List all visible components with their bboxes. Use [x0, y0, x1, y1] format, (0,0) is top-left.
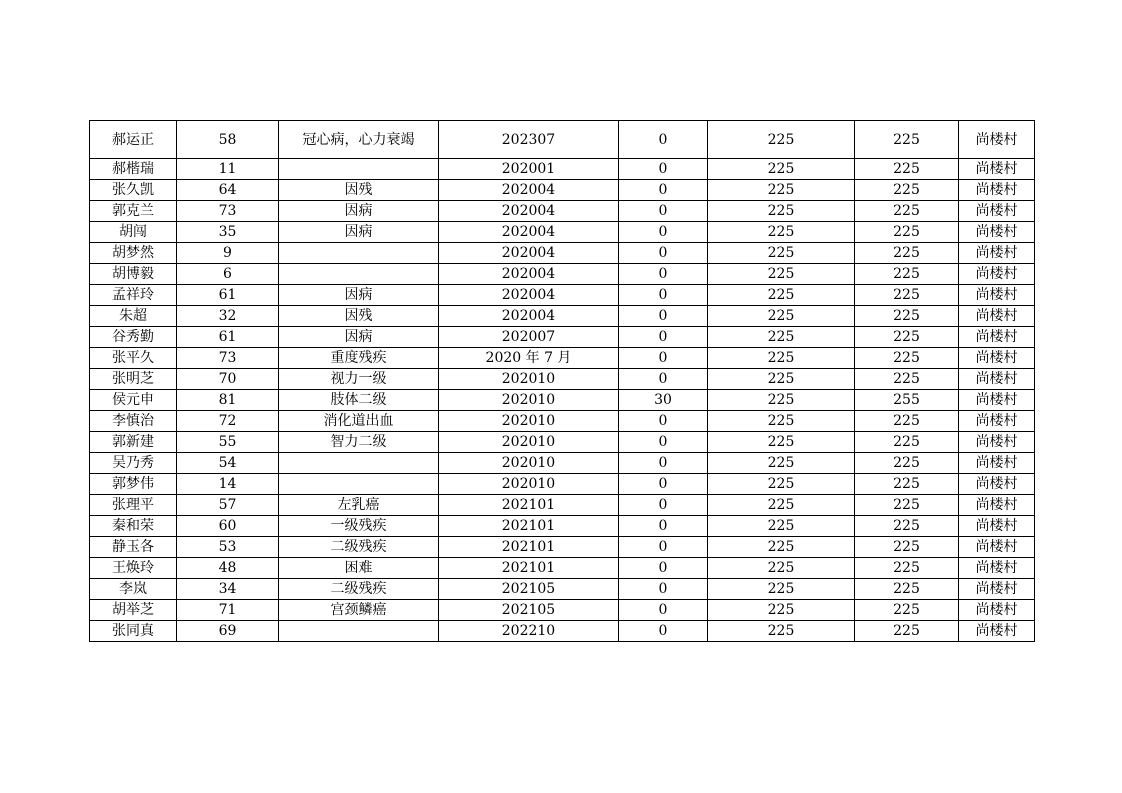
date-cell: 202210	[439, 621, 619, 642]
age-cell: 81	[177, 390, 279, 411]
name-cell: 秦和荣	[90, 516, 177, 537]
amount-a-cell: 0	[619, 348, 708, 369]
date-cell: 202101	[439, 516, 619, 537]
total-cell: 225	[855, 285, 959, 306]
reason-cell: 因病	[279, 285, 439, 306]
reason-cell: 一级残疾	[279, 516, 439, 537]
amount-a-cell: 0	[619, 516, 708, 537]
village-cell: 尚楼村	[959, 621, 1035, 642]
amount-a-cell: 0	[619, 432, 708, 453]
reason-cell: 二级残疾	[279, 579, 439, 600]
table-row	[90, 264, 1035, 285]
amount-a-cell: 0	[619, 558, 708, 579]
amount-a-cell: 0	[619, 369, 708, 390]
table-row	[90, 621, 1035, 642]
age-cell: 57	[177, 495, 279, 516]
village-cell: 尚楼村	[959, 537, 1035, 558]
total-cell: 225	[855, 306, 959, 327]
table-row	[90, 243, 1035, 264]
total-cell: 225	[855, 621, 959, 642]
name-cell: 李岚	[90, 579, 177, 600]
table-row	[90, 159, 1035, 180]
total-cell: 225	[855, 579, 959, 600]
name-cell: 张同真	[90, 621, 177, 642]
age-cell: 60	[177, 516, 279, 537]
amount-b-cell: 225	[708, 516, 855, 537]
table-row	[90, 411, 1035, 432]
reason-cell: 因病	[279, 201, 439, 222]
village-cell: 尚楼村	[959, 369, 1035, 390]
age-cell: 54	[177, 453, 279, 474]
total-cell: 225	[855, 222, 959, 243]
amount-a-cell: 0	[619, 537, 708, 558]
reason-cell	[279, 621, 439, 642]
reason-cell: 消化道出血	[279, 411, 439, 432]
amount-b-cell: 225	[708, 222, 855, 243]
name-cell: 郭克兰	[90, 201, 177, 222]
village-cell: 尚楼村	[959, 243, 1035, 264]
date-cell: 202004	[439, 285, 619, 306]
date-cell: 202010	[439, 474, 619, 495]
date-cell: 202307	[439, 121, 619, 159]
name-cell: 王焕玲	[90, 558, 177, 579]
village-cell: 尚楼村	[959, 390, 1035, 411]
total-cell: 225	[855, 474, 959, 495]
age-cell: 11	[177, 159, 279, 180]
reason-cell	[279, 159, 439, 180]
amount-b-cell: 225	[708, 306, 855, 327]
date-cell: 202001	[439, 159, 619, 180]
date-cell: 2020 年 7 月	[439, 348, 619, 369]
date-cell: 202004	[439, 306, 619, 327]
reason-cell: 智力二级	[279, 432, 439, 453]
village-cell: 尚楼村	[959, 453, 1035, 474]
total-cell: 225	[855, 201, 959, 222]
date-cell: 202010	[439, 369, 619, 390]
name-cell: 张久凯	[90, 180, 177, 201]
amount-b-cell: 225	[708, 327, 855, 348]
table-row	[90, 390, 1035, 411]
name-cell: 张理平	[90, 495, 177, 516]
date-cell: 202007	[439, 327, 619, 348]
amount-a-cell: 0	[619, 453, 708, 474]
name-cell: 李慎治	[90, 411, 177, 432]
amount-b-cell: 225	[708, 285, 855, 306]
age-cell: 34	[177, 579, 279, 600]
date-cell: 202105	[439, 600, 619, 621]
name-cell: 孟祥玲	[90, 285, 177, 306]
name-cell: 张平久	[90, 348, 177, 369]
reason-cell	[279, 474, 439, 495]
date-cell: 202101	[439, 558, 619, 579]
amount-a-cell: 0	[619, 159, 708, 180]
village-cell: 尚楼村	[959, 285, 1035, 306]
reason-cell: 肢体二级	[279, 390, 439, 411]
date-cell: 202101	[439, 495, 619, 516]
amount-a-cell: 0	[619, 327, 708, 348]
total-cell: 225	[855, 537, 959, 558]
village-cell: 尚楼村	[959, 558, 1035, 579]
village-cell: 尚楼村	[959, 201, 1035, 222]
table-row	[90, 369, 1035, 390]
reason-cell: 二级残疾	[279, 537, 439, 558]
amount-b-cell: 225	[708, 180, 855, 201]
amount-b-cell: 225	[708, 495, 855, 516]
name-cell: 张明芝	[90, 369, 177, 390]
village-cell: 尚楼村	[959, 348, 1035, 369]
total-cell: 225	[855, 369, 959, 390]
date-cell: 202004	[439, 180, 619, 201]
reason-cell: 因残	[279, 306, 439, 327]
name-cell: 胡闯	[90, 222, 177, 243]
village-cell: 尚楼村	[959, 411, 1035, 432]
total-cell: 225	[855, 558, 959, 579]
table-row	[90, 327, 1035, 348]
name-cell: 侯元申	[90, 390, 177, 411]
village-cell: 尚楼村	[959, 264, 1035, 285]
age-cell: 69	[177, 621, 279, 642]
name-cell: 朱超	[90, 306, 177, 327]
age-cell: 48	[177, 558, 279, 579]
table-row	[90, 579, 1035, 600]
table-row	[90, 537, 1035, 558]
total-cell: 225	[855, 348, 959, 369]
reason-cell: 重度残疾	[279, 348, 439, 369]
table-row	[90, 600, 1035, 621]
name-cell: 郝运正	[90, 121, 177, 159]
village-cell: 尚楼村	[959, 516, 1035, 537]
table-row	[90, 222, 1035, 243]
village-cell: 尚楼村	[959, 579, 1035, 600]
reason-cell: 视力一级	[279, 369, 439, 390]
table-row	[90, 285, 1035, 306]
name-cell: 郝楷瑞	[90, 159, 177, 180]
name-cell: 郭梦伟	[90, 474, 177, 495]
table-row	[90, 201, 1035, 222]
name-cell: 静玉各	[90, 537, 177, 558]
table-row	[90, 474, 1035, 495]
date-cell: 202105	[439, 579, 619, 600]
name-cell: 胡梦然	[90, 243, 177, 264]
table-row	[90, 306, 1035, 327]
amount-a-cell: 30	[619, 390, 708, 411]
total-cell: 225	[855, 180, 959, 201]
amount-b-cell: 225	[708, 432, 855, 453]
village-cell: 尚楼村	[959, 600, 1035, 621]
total-cell: 225	[855, 432, 959, 453]
table-row	[90, 432, 1035, 453]
name-cell: 胡博毅	[90, 264, 177, 285]
amount-b-cell: 225	[708, 201, 855, 222]
age-cell: 58	[177, 121, 279, 159]
village-cell: 尚楼村	[959, 180, 1035, 201]
date-cell: 202010	[439, 453, 619, 474]
total-cell: 225	[855, 516, 959, 537]
village-cell: 尚楼村	[959, 495, 1035, 516]
amount-a-cell: 0	[619, 180, 708, 201]
reason-cell: 困难	[279, 558, 439, 579]
date-cell: 202004	[439, 264, 619, 285]
reason-cell: 宫颈鳞癌	[279, 600, 439, 621]
amount-a-cell: 0	[619, 201, 708, 222]
date-cell: 202004	[439, 243, 619, 264]
name-cell: 郭新建	[90, 432, 177, 453]
total-cell: 225	[855, 411, 959, 432]
village-cell: 尚楼村	[959, 306, 1035, 327]
total-cell: 225	[855, 159, 959, 180]
reason-cell: 因病	[279, 327, 439, 348]
table-body	[90, 121, 1035, 642]
village-cell: 尚楼村	[959, 121, 1035, 159]
amount-b-cell: 225	[708, 474, 855, 495]
amount-b-cell: 225	[708, 537, 855, 558]
village-cell: 尚楼村	[959, 432, 1035, 453]
table-row	[90, 180, 1035, 201]
age-cell: 6	[177, 264, 279, 285]
village-cell: 尚楼村	[959, 327, 1035, 348]
amount-a-cell: 0	[619, 243, 708, 264]
table-row	[90, 453, 1035, 474]
beneficiary-table	[89, 120, 1035, 642]
amount-b-cell: 225	[708, 264, 855, 285]
amount-a-cell: 0	[619, 621, 708, 642]
date-cell: 202010	[439, 411, 619, 432]
amount-b-cell: 225	[708, 411, 855, 432]
table-row	[90, 516, 1035, 537]
total-cell: 225	[855, 600, 959, 621]
amount-a-cell: 0	[619, 411, 708, 432]
total-cell: 255	[855, 390, 959, 411]
amount-b-cell: 225	[708, 390, 855, 411]
age-cell: 64	[177, 180, 279, 201]
amount-a-cell: 0	[619, 285, 708, 306]
reason-cell: 因残	[279, 180, 439, 201]
amount-a-cell: 0	[619, 264, 708, 285]
total-cell: 225	[855, 495, 959, 516]
total-cell: 225	[855, 121, 959, 159]
age-cell: 55	[177, 432, 279, 453]
village-cell: 尚楼村	[959, 159, 1035, 180]
date-cell: 202010	[439, 432, 619, 453]
age-cell: 32	[177, 306, 279, 327]
name-cell: 谷秀勤	[90, 327, 177, 348]
age-cell: 72	[177, 411, 279, 432]
amount-a-cell: 0	[619, 222, 708, 243]
age-cell: 70	[177, 369, 279, 390]
age-cell: 9	[177, 243, 279, 264]
age-cell: 73	[177, 201, 279, 222]
age-cell: 61	[177, 285, 279, 306]
date-cell: 202010	[439, 390, 619, 411]
village-cell: 尚楼村	[959, 474, 1035, 495]
total-cell: 225	[855, 453, 959, 474]
village-cell: 尚楼村	[959, 222, 1035, 243]
date-cell: 202004	[439, 201, 619, 222]
total-cell: 225	[855, 264, 959, 285]
amount-b-cell: 225	[708, 348, 855, 369]
reason-cell	[279, 243, 439, 264]
age-cell: 53	[177, 537, 279, 558]
reason-cell: 因病	[279, 222, 439, 243]
table-row	[90, 121, 1035, 159]
total-cell: 225	[855, 243, 959, 264]
amount-b-cell: 225	[708, 453, 855, 474]
age-cell: 35	[177, 222, 279, 243]
age-cell: 73	[177, 348, 279, 369]
amount-a-cell: 0	[619, 121, 708, 159]
amount-b-cell: 225	[708, 579, 855, 600]
table-row	[90, 348, 1035, 369]
amount-a-cell: 0	[619, 474, 708, 495]
table-row	[90, 558, 1035, 579]
table-row	[90, 495, 1035, 516]
amount-b-cell: 225	[708, 621, 855, 642]
amount-a-cell: 0	[619, 495, 708, 516]
name-cell: 吴乃秀	[90, 453, 177, 474]
age-cell: 61	[177, 327, 279, 348]
reason-cell: 冠心病，心力衰竭	[279, 121, 439, 159]
reason-cell	[279, 264, 439, 285]
amount-b-cell: 225	[708, 159, 855, 180]
total-cell: 225	[855, 327, 959, 348]
amount-b-cell: 225	[708, 369, 855, 390]
amount-a-cell: 0	[619, 600, 708, 621]
amount-b-cell: 225	[708, 243, 855, 264]
date-cell: 202004	[439, 222, 619, 243]
amount-a-cell: 0	[619, 306, 708, 327]
amount-b-cell: 225	[708, 558, 855, 579]
reason-cell: 左乳癌	[279, 495, 439, 516]
age-cell: 71	[177, 600, 279, 621]
date-cell: 202101	[439, 537, 619, 558]
name-cell: 胡举芝	[90, 600, 177, 621]
amount-b-cell: 225	[708, 121, 855, 159]
amount-b-cell: 225	[708, 600, 855, 621]
reason-cell	[279, 453, 439, 474]
amount-a-cell: 0	[619, 579, 708, 600]
age-cell: 14	[177, 474, 279, 495]
